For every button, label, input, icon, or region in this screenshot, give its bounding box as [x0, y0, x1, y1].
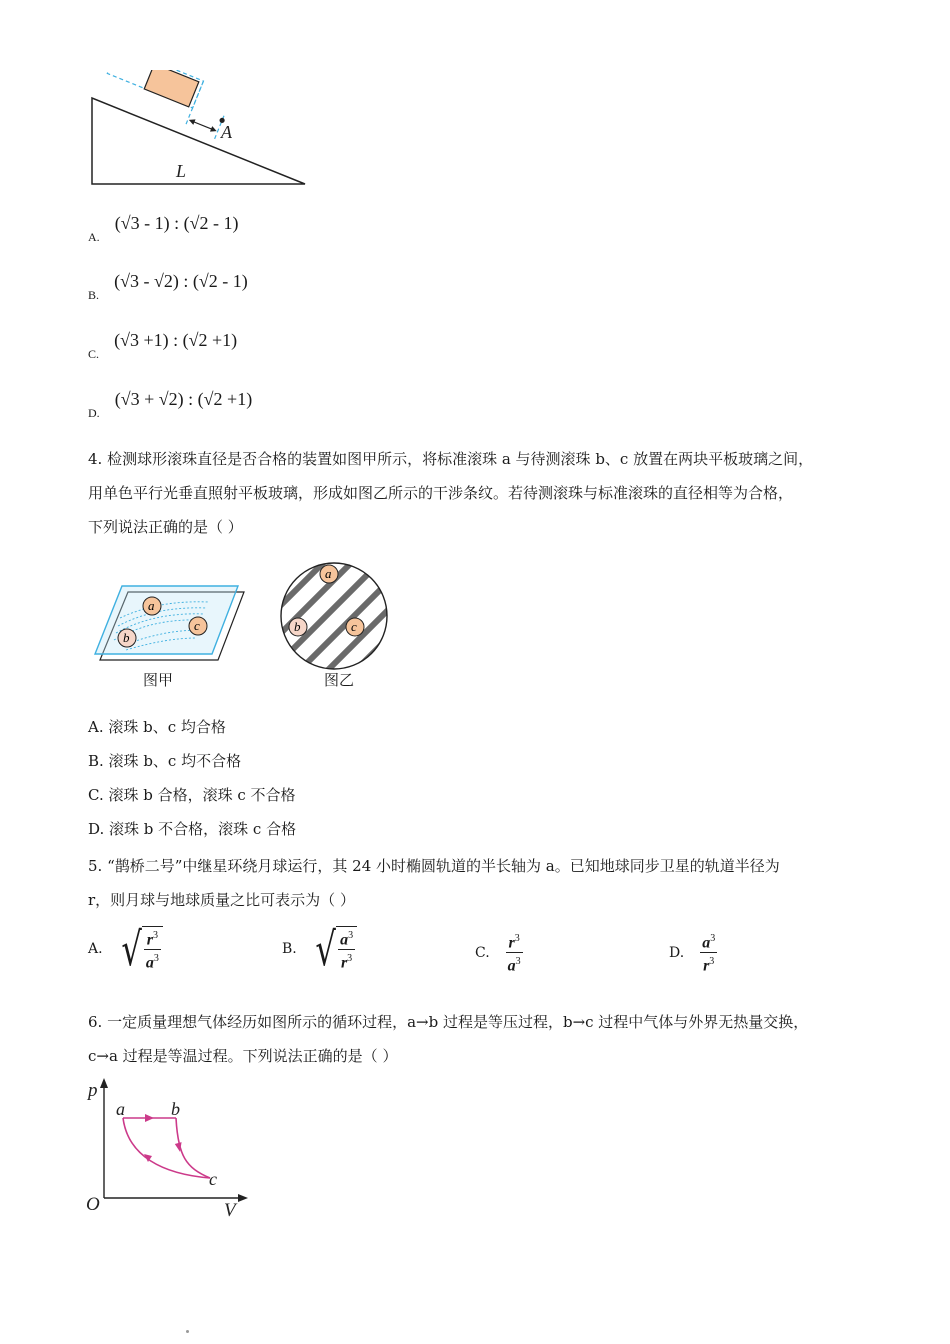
arrow-bc — [175, 1142, 184, 1153]
q5-option-a-sqrt: √ $\frac{r^3}{a^3}$ — [117, 926, 163, 973]
q3-option-b-label: B. — [88, 288, 100, 302]
label-A: A — [221, 122, 232, 142]
q4-option-b[interactable]: B. 滚珠 b、c 均不合格 — [88, 752, 242, 770]
sqrt-symbol: √ — [120, 922, 142, 977]
q5-stem — [88, 849, 888, 917]
arrow-ab — [145, 1114, 154, 1122]
ball-b-label: b — [123, 630, 130, 645]
q3-option-a-expr: (√3 - 1) : (√2 - 1) — [114, 213, 239, 233]
q3-option-b[interactable] — [88, 271, 248, 302]
q5-option-a[interactable] — [88, 922, 163, 977]
origin-label: O — [86, 1194, 100, 1215]
label-L: L — [176, 161, 187, 181]
ball-c-view-label: c — [351, 619, 357, 634]
q5-line-1: 5. “鹊桥二号”中继星环绕月球运行，其 24 小时椭圆轨道的半长轴为 a。已知地球同步卫星的轨道半径为 — [88, 857, 780, 875]
arrowhead-right — [210, 126, 218, 134]
v-axis-arrow — [238, 1194, 248, 1202]
q4-option-a[interactable]: A. 滚珠 b、c 均合格 — [88, 718, 226, 736]
q5-option-d[interactable]: D. $\frac{a^3}{r^3}$ — [669, 933, 716, 975]
q5-line-2: r，则月球与地球质量之比可表示为（ ） — [88, 891, 355, 909]
q5-option-b-sqrt: √ $\frac{a^3}{r^3}$ — [311, 926, 357, 973]
q3-option-a[interactable] — [88, 213, 239, 244]
q6-line-2: c→a 过程是等温过程。下列说法正确的是（ ） — [88, 1047, 398, 1065]
q3-option-c[interactable] — [88, 330, 238, 361]
q5-option-c-label: C. — [475, 944, 490, 961]
q5-option-d-label: D. — [669, 944, 685, 961]
ball-b-view-label: b — [294, 619, 301, 634]
q4-line-3: 下列说法正确的是（ ） — [88, 518, 243, 536]
state-a-label: a — [116, 1099, 125, 1119]
incline-figure — [85, 70, 315, 190]
q6-line-1: 6. 一定质量理想气体经历如图所示的循环过程，a→b 过程是等压过程，b→c 过程中气体与外界无热量交换， — [88, 1013, 809, 1031]
q3-option-b-expr: (√3 - √2) : (√2 - 1) — [114, 271, 248, 291]
q6-stem — [88, 1005, 888, 1073]
glass-plate-top — [95, 586, 238, 654]
q5-option-b[interactable] — [282, 922, 357, 977]
figure-jia — [92, 578, 252, 668]
ball-a-view-label: a — [325, 566, 332, 581]
cycle-path — [123, 1118, 210, 1178]
ball-a-label: a — [148, 598, 155, 613]
figure-yi-caption: 图乙 — [324, 671, 355, 689]
page-footer-mark — [186, 1330, 189, 1333]
incline-triangle — [92, 98, 305, 184]
v-axis-label: V — [224, 1200, 236, 1218]
state-b-label: b — [171, 1099, 180, 1119]
process-bc — [176, 1118, 210, 1178]
q3-option-c-expr: (√3 +1) : (√2 +1) — [114, 330, 238, 350]
q3-option-a-label: A. — [88, 230, 100, 244]
q4-line-2: 用单色平行光垂直照射平板玻璃，形成如图乙所示的干涉条纹。若待测滚珠与标准滚珠的直径相等为合格， — [88, 484, 794, 502]
figure-jia-caption: 图甲 — [143, 671, 174, 689]
p-axis-arrow — [100, 1078, 108, 1088]
state-c-label: c — [209, 1169, 217, 1189]
q3-option-c-label: C. — [88, 347, 100, 361]
q3-option-d-label: D. — [88, 406, 100, 420]
q4-line-1: 4. 检测球形滚珠直径是否合格的装置如图甲所示，将标准滚珠 a 与待测滚珠 b、c 放置在两块平板玻璃之间， — [88, 450, 814, 468]
figure-yi — [278, 560, 390, 672]
sqrt-symbol: √ — [315, 922, 336, 977]
q5-option-c[interactable]: C. $\frac{r^3}{a^3}$ — [475, 933, 521, 975]
pv-diagram — [82, 1076, 252, 1218]
q4-option-d[interactable]: D. 滚珠 b 不合格，滚珠 c 合格 — [88, 820, 297, 838]
process-ca — [123, 1118, 210, 1178]
q5-option-a-label: A. — [88, 941, 103, 958]
ball-c-label: c — [194, 618, 200, 633]
q3-option-d-expr: (√3 + √2) : (√2 +1) — [114, 389, 253, 409]
p-axis-label: p — [88, 1080, 98, 1101]
q4-stem — [88, 442, 888, 544]
arrowhead-left — [188, 117, 196, 125]
q5-option-b-label: B. — [282, 941, 297, 958]
q4-option-c[interactable]: C. 滚珠 b 合格，滚珠 c 不合格 — [88, 786, 296, 804]
q3-option-d[interactable] — [88, 389, 253, 420]
